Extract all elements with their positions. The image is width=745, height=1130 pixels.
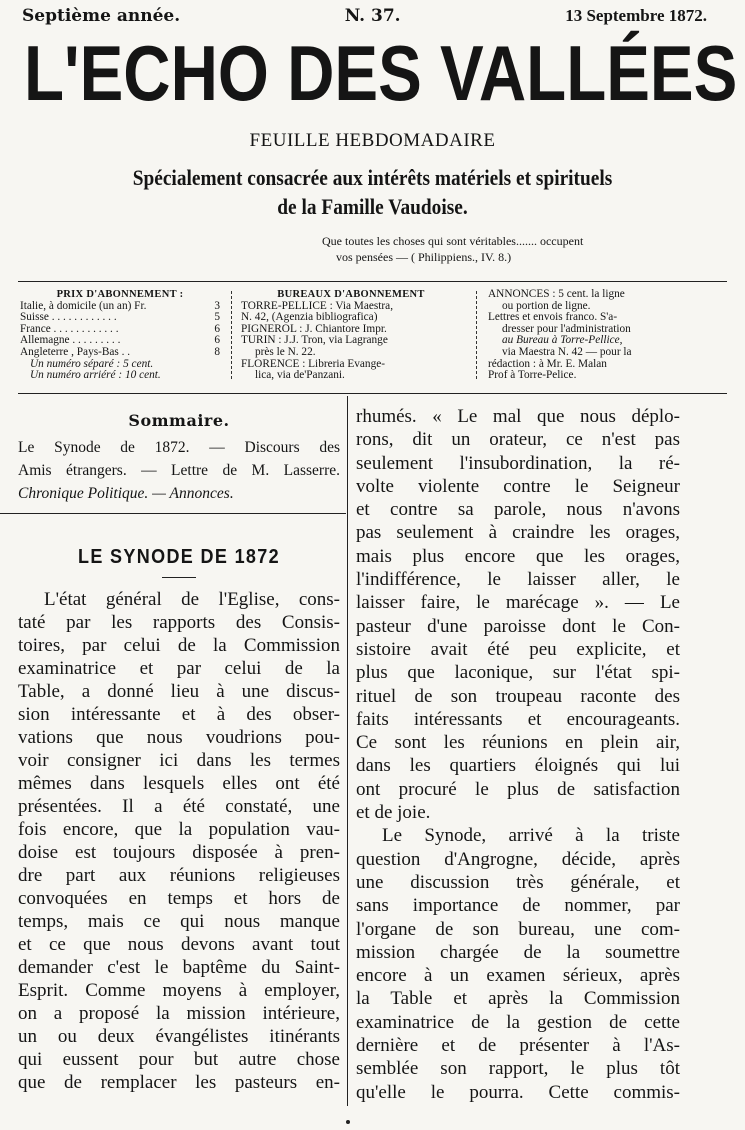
price-value: 6	[214, 322, 220, 335]
sommaire-line: Amis étrangers. — Lettre de M. Lasserre.	[18, 462, 340, 479]
article-line: Le Synode, arrivé à la triste	[382, 825, 680, 847]
price-row	[20, 347, 220, 359]
article-line: examinatrice de la gestion de cette	[356, 1011, 680, 1033]
article-line: et contre sa parole, nous n'avons	[356, 499, 680, 521]
announce-line: via Maestra N. 42 — pour la	[502, 345, 632, 358]
price-label: Suisse . . . . . . . . . . . .	[20, 311, 117, 324]
article-line: dre part aux réunions religieuses	[18, 865, 340, 886]
article-line: taté par les rapports des Consis-	[18, 612, 340, 633]
article-line: volte violente contre le Seigneur	[356, 475, 680, 497]
price-label: Angleterre , Pays-Bas . .	[20, 345, 131, 358]
issue-date: 13 Septembre 1872.	[565, 6, 707, 25]
article-line: on a proposé la mission intérieure,	[18, 1003, 340, 1024]
sommaire-line: Chronique Politique. — Annonces.	[18, 485, 234, 502]
announcements-info	[488, 289, 710, 382]
subscription-prices	[20, 289, 220, 382]
article-line: fois encore, que la population vau-	[18, 819, 340, 840]
header-rule	[18, 393, 727, 394]
title-dash	[162, 577, 196, 578]
article-line: demander c'est le baptême du Saint-	[18, 957, 340, 978]
article-line: rhumés. « Le mal que nous déplo-	[356, 406, 680, 427]
announce-line: Prof à Torre-Pelice.	[488, 369, 577, 382]
info-block	[18, 287, 727, 387]
article-line: dernière et de présenter à l'As-	[356, 1035, 680, 1057]
article-line: plus que laconique, sur l'état spi-	[356, 662, 680, 684]
article-line: vations que nous voudrions pou-	[18, 727, 340, 748]
office-line: TORRE-PELLICE : Via Maestra,	[241, 299, 394, 312]
article-title: LE SYNODE DE 1872	[77, 546, 281, 568]
article-line: présentées. Il a été constaté, une	[18, 796, 340, 817]
article-line: faits intéressants et encourageants.	[356, 708, 680, 730]
price-value: 3	[214, 299, 220, 312]
dashed-divider	[476, 291, 478, 379]
dashed-divider	[231, 291, 233, 379]
newspaper-title: L'ECHO DES VALLÉES	[24, 29, 738, 117]
sommaire-title: Sommaire.	[128, 411, 230, 430]
article-line: convoquées en temps et hors de	[18, 888, 340, 909]
price-label: Italie, à domicile (un an) Fr.	[20, 299, 147, 312]
article-line: mission chargée de la soumettre	[356, 941, 680, 963]
page-mark	[346, 1120, 350, 1124]
article-right-text	[356, 405, 680, 1104]
article-line: L'état général de l'Eglise, cons-	[44, 589, 340, 610]
office-line: près le N. 22.	[255, 345, 316, 358]
article-line: seulement l'insubordination, la ré-	[356, 452, 680, 474]
subscription-heading: PRIX D'ABONNEMENT :	[56, 289, 184, 300]
price-value: 8	[214, 345, 220, 358]
article-line: encore à un examen sérieux, après	[356, 965, 680, 987]
article-line: pasteur d'une paroisse dont le Con-	[356, 615, 680, 637]
article-line: Esprit. Comme moyens à employer,	[18, 980, 340, 1001]
article-line: une discussion très générale, et	[356, 871, 680, 893]
article-line: qu'elle le pourra. Cette commis-	[356, 1081, 680, 1103]
article-line: temps, mais ce qui nous manque	[18, 911, 340, 932]
top-rule	[18, 281, 727, 282]
article-line: ont procuré le plus de satisfaction	[356, 778, 680, 800]
article-line: question d'Angrogne, décide, après	[356, 848, 680, 870]
tagline	[45, 163, 701, 221]
article-line: l'indifférence, le laisser aller, le	[356, 569, 680, 591]
article-line: et de joie.	[356, 802, 431, 824]
subscription-offices	[241, 289, 461, 382]
article-line: laisser faire, le marécage ». — Le	[356, 592, 680, 614]
column-separator	[347, 396, 348, 1106]
issue-number: N. 37.	[344, 6, 401, 26]
article-line: pas seulement à craindre les orages,	[356, 522, 680, 544]
back-issue-price: Un numéro arriéré : 10 cent.	[30, 369, 161, 382]
offices-heading: BUREAUX D'ABONNEMENT	[277, 289, 425, 300]
office-line: PIGNEROL : J. Chiantore Impr.	[241, 322, 387, 335]
sommaire-line: Le Synode de 1872. — Discours des	[18, 439, 340, 456]
epigraph-line: Que toutes les choses qui sont véritables....... occupent	[322, 234, 584, 248]
right-column	[356, 405, 680, 1104]
article-line: examinatrice et par celui de la	[18, 658, 340, 679]
issue-year: Septième année.	[22, 6, 181, 26]
masthead-line	[22, 4, 707, 28]
office-line: lica, via de'Panzani.	[255, 369, 345, 382]
price-label: Allemagne . . . . . . . . .	[20, 334, 121, 347]
article-line: la Table et après la Commission	[356, 988, 680, 1010]
sommaire-text	[18, 436, 340, 505]
article-line: rituel de son troupeau raconte des	[356, 685, 680, 707]
price-value: 6	[214, 334, 220, 347]
article-line: Table, a donné lieu à une discus-	[18, 681, 340, 702]
article-line: que de remplacer les pasteurs en-	[18, 1072, 340, 1093]
article-line: sistoire avait été peu explicite, et	[356, 638, 680, 660]
article-line: un ou deux évangélistes itinérants	[18, 1026, 340, 1047]
article-line: semblée son rapport, le plus tôt	[356, 1058, 680, 1080]
article-line: sion intéressante et à des obser-	[18, 704, 340, 725]
epigraph	[322, 233, 682, 265]
article-line: l'organe de son bureau, une com-	[356, 918, 680, 940]
article-line: dans les quartiers éloignés qui lui	[356, 755, 680, 777]
left-column	[18, 405, 340, 1094]
announce-line: ANNONCES : 5 cent. la ligne	[488, 288, 625, 300]
sommaire-rule	[0, 513, 346, 514]
article-line: voir consigner ici dans les termes	[18, 750, 340, 771]
price-value: 5	[214, 311, 220, 324]
article-left-text	[18, 588, 340, 1094]
article-line: et ce que nous devons avant tout	[18, 934, 340, 955]
article-line: sans importance de nommer, par	[356, 895, 680, 917]
office-line: FLORENCE : Libreria Evange-	[241, 357, 385, 370]
article-line: doise est toujours disposée à pren-	[18, 842, 340, 863]
article-line: rons, dit un orateur, ce n'est pas	[356, 429, 680, 451]
article-line: toires, par celui de la Commission	[18, 635, 340, 656]
article-line: Ce sont les réunions en plein air,	[356, 732, 680, 754]
tagline-line: Spécialement consacrée aux intérêts matériels et spirituels	[132, 165, 613, 190]
announce-line: Lettres et envois franco. S'a-	[488, 311, 618, 324]
article-line: mêmes dans lesquels elles ont été	[18, 773, 340, 794]
epigraph-line: vos pensées — ( Philippiens., IV. 8.)	[336, 250, 512, 264]
announce-line: ou portion de ligne.	[502, 299, 591, 312]
office-line: TURIN : J.J. Tron, via Lagrange	[241, 334, 388, 347]
single-issue-price: Un numéro séparé : 5 cent.	[30, 357, 154, 370]
newspaper-subtitle: FEUILLE HEBDOMADAIRE	[249, 130, 496, 151]
announce-line: dresser pour l'administration	[502, 322, 631, 335]
announce-line: au Bureau à Torre-Pellice,	[502, 334, 623, 347]
office-line: N. 42, (Agenzia bibliografica)	[241, 311, 378, 324]
announce-line: rédaction : à Mr. E. Malan	[488, 357, 607, 370]
article-line: mais plus encore que les orages,	[356, 545, 680, 567]
price-label: France . . . . . . . . . . . .	[20, 322, 119, 335]
tagline-line: de la Famille Vaudoise.	[277, 194, 468, 219]
article-line: qui eussent pour but autre chose	[18, 1049, 340, 1070]
